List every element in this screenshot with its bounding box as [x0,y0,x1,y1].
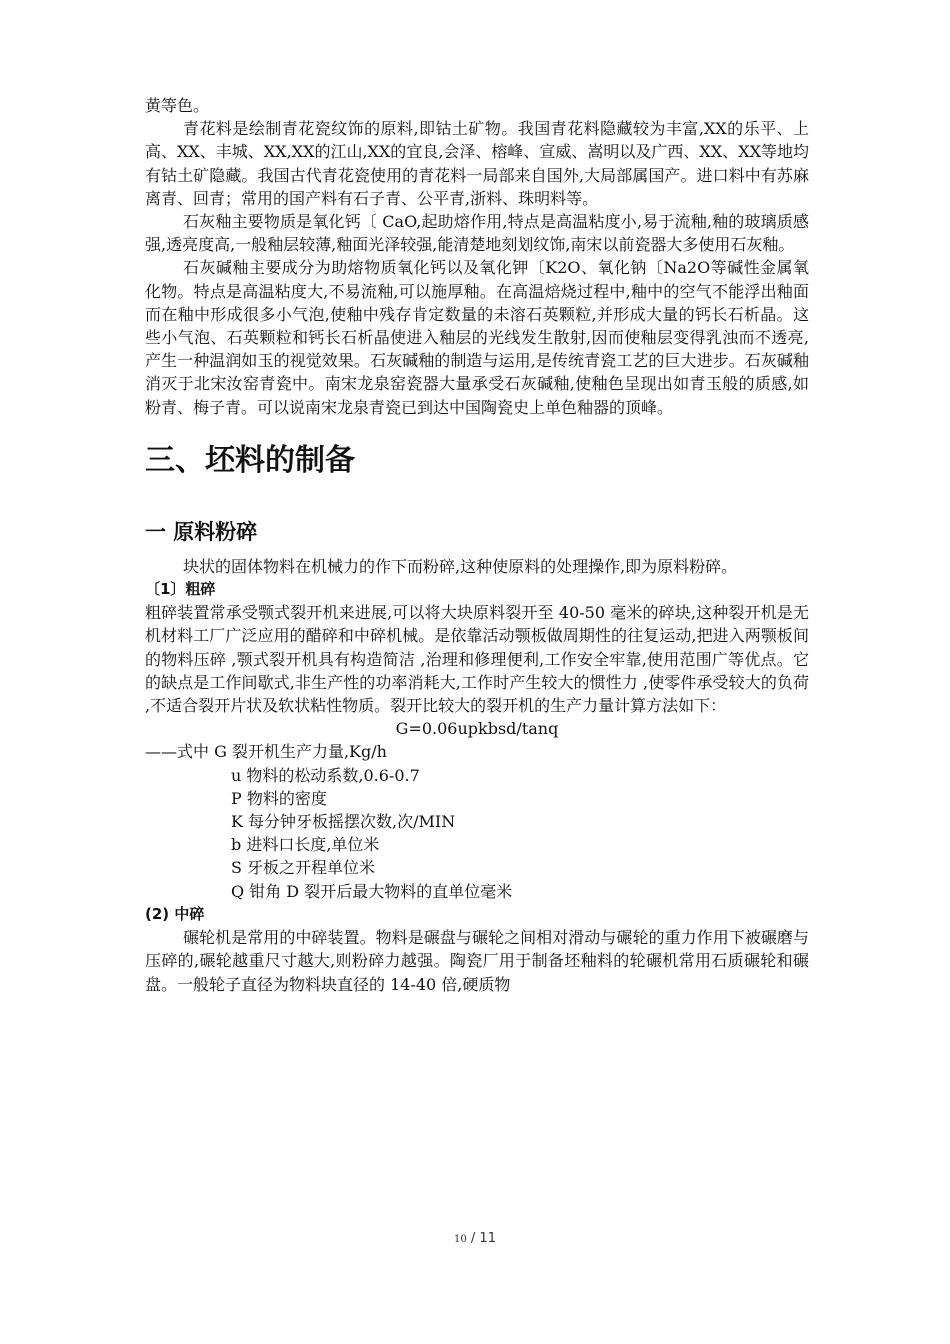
paragraph-intro: 块状的固体物料在机械力的作下而粉碎,这种使原料的处理操作,即为原料粉碎。 [183,556,738,576]
formula-legend-item: P 物料的密度 [231,788,327,808]
formula-legend-item: S 牙板之开程单位米 [231,858,376,878]
paragraph-lime-alkali-glaze: 石灰碱釉主要成分为助熔物质氧化钙以及氧化钾〔K2O、氧化钠〔Na2O等碱性金属氧化物。特点是高温粘度大,不易流釉,可以施厚釉。在高温焙烧过程中,釉中的空气不能浮出釉面而在釉中形成很多小气泡,使釉中残存肯定数量的未溶石英颗粒,并形成大量的钙长石析晶。这些小气泡、石英颗粒和钙长石析晶使进入釉层的光线发生散射,因而使釉层变得乳浊而不透亮,产生一种温润如玉的视觉效果。石灰碱釉的制造与运用,是传统青瓷工艺的巨大进步。石灰碱釉消灭于北宋汝窑青瓷中。南宋龙泉窑瓷器大量承受石灰碱釉,使釉色呈现出如青玉般的质感,如粉青、梅子青。可以说南宋龙泉青瓷已到达中国陶瓷史上单色釉器的顶峰。 [145,258,809,417]
coarse-crushing-heading: 〔1〕粗碎 [145,580,216,599]
formula: G=0.06upkbsd/tanq [395,719,559,739]
page-number [0,1231,950,1246]
paragraph-coarse-crushing: 粗碎装置常承受颚式裂开机来进展,可以将大块原料裂开至 40-50 毫米的碎块,这种裂开机是无机材料工厂广泛应用的醋碎和中碎机械。是依靠活动颚板做周期性的往复运动,把进入两颚板间的物料压碎 ,颚式裂开机具有构造简洁 ,治理和修理便利,工作安全牢靠,使用范围广等优点。它的缺点是工作间歇式,非生产性的功率消耗大,工作时产生较大的惯性力 ,使零件承受较大的负荷 ,不适合裂开片状及软状粘性物质。裂开比较大的裂开机的生产力量计算方法如下： [145,603,809,716]
paragraph-blue-white-pigment: 青花料是绘制青花瓷纹饰的原料,即钴土矿物。我国青花料隐藏较为丰富,XX的乐平、上高、XX、丰城、XX,XX的江山,XX的宜良,会泽、榕峰、宣威、嵩明以及广西、XX、XX等地均有钴土矿隐藏。我国古代青花瓷使用的青花料一局部来自国外,大局部属国产。进口料中有苏麻离青、回青；常用的国产料有石子青、公平青,浙料、珠明料等。 [145,119,809,208]
medium-crushing-heading: (2) 中碎 [145,904,205,923]
formula-legend-first: ——式中 G 裂开机生产力量,Kg/h [145,742,387,762]
paragraph-lime-glaze: 石灰釉主要物质是氧化钙〔 CaO,起助熔作用,特点是高温粘度小,易于流釉,釉的玻璃质感强,透亮度高,一般釉层较薄,釉面光泽较强,能清楚地刻划纹饰,南宋以前瓷器大多使用石灰釉。 [145,212,809,255]
section-title: 三、坯料的制备 [145,442,355,478]
formula-legend-item: K 每分钟牙板摇摆次数,次/MIN [231,812,456,832]
formula-legend-item: b 进料口长度,单位米 [231,835,380,855]
document-page [145,94,809,996]
page-number-total: 11 [479,1231,496,1246]
paragraph-medium-crushing: 碾轮机是常用的中碎装置。物料是碾盘与碾轮之间相对滑动与碾轮的重力作用下被碾磨与压碎的,碾轮越重尺寸越大,则粉碎力越强。陶瓷厂用于制备坯釉料的轮碾机常用石质碾轮和碾盘。一般轮子直径为物料块直径的 14-40 倍,硬质物 [145,928,809,994]
page-number-separator: / [470,1231,476,1246]
subsection-title: 一 原料粉碎 [145,519,258,544]
formula-legend-item: Q 钳角 D 裂开后最大物料的直单位毫米 [231,881,513,901]
paragraph-continuation: 黄等色。 [145,96,210,115]
page-number-current: 10 [454,1234,467,1245]
formula-legend-item: u 物料的松动系数,0.6-0.7 [231,765,420,785]
